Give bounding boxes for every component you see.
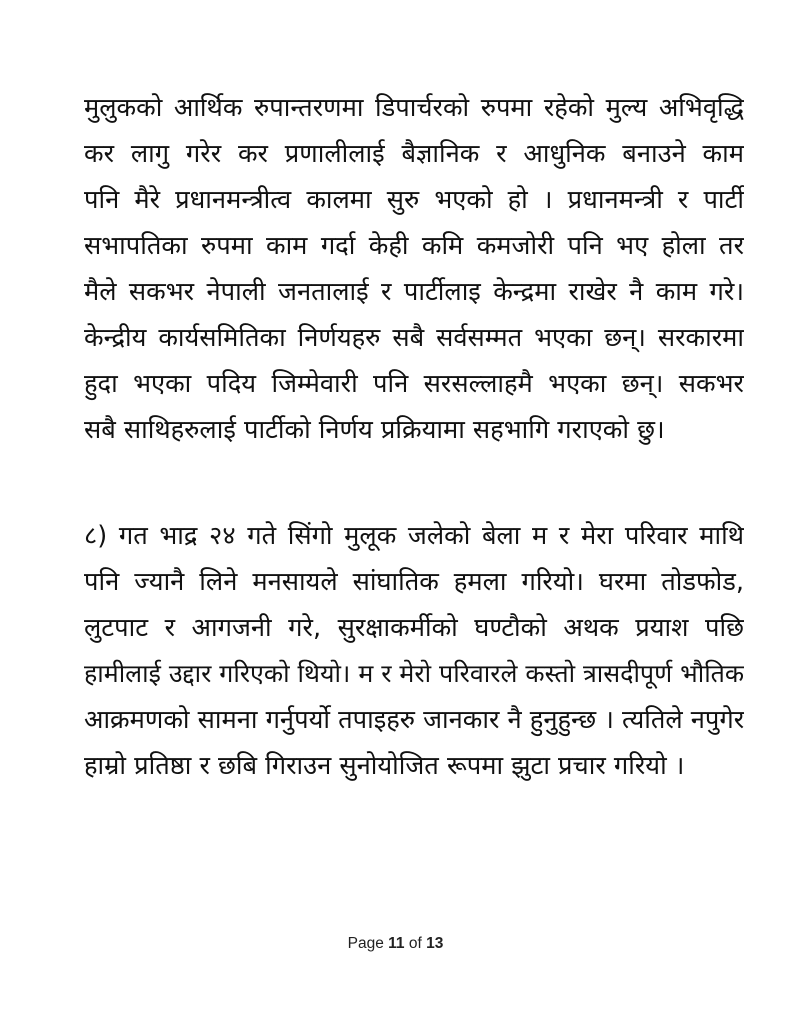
of-label: of: [408, 935, 422, 952]
paragraph-line: केन्द्रीय कार्यसमितिका निर्णयहरु सबै सर्वसम्मत भएका छन्। सरकारमा: [84, 323, 744, 353]
paragraph-1: [84, 85, 744, 453]
paragraph-line: हामीलाई उद्दार गरिएको थियो। म र मेरो परिवारले कस्तो त्रासदीपूर्ण भौतिक: [84, 659, 744, 688]
page-label: Page: [347, 935, 384, 952]
paragraph-line: मुलुकको आर्थिक रुपान्तरणमा डिपार्चरको रुपमा रहेको मुल्य अभिवृद्धि: [84, 93, 744, 123]
paragraph-line: हाम्रो प्रतिष्ठा र छबि गिराउन सुनोयोजित रूपमा झुटा प्रचार गरियो ।: [84, 751, 685, 781]
paragraph-line: लुटपाट र आगजनी गरे, सुरक्षाकर्मीको घण्टौको अथक प्रयाश पछि: [84, 613, 744, 643]
paragraph-2: [84, 513, 744, 789]
paragraph-line: हुदा भएका पदिय जिम्मेवारी पनि सरसल्लाहमै भएका छन्। सकभर: [84, 369, 744, 399]
paragraph-line: पनि ज्यानै लिने मनसायले सांघातिक हमला गरियो। घरमा तोडफोड,: [84, 567, 744, 597]
paragraph-line: ८) गत भाद्र २४ गते सिंगो मुलूक जलेको बेला म र मेरा परिवार माथि: [84, 521, 744, 551]
paragraph-line: सभापतिका रुपमा काम गर्दा केही कमि कमजोरी पनि भए होला तर: [84, 231, 744, 261]
total-pages-number: 13: [426, 935, 444, 952]
paragraph-line: पनि मैरे प्रधानमन्त्रीत्व कालमा सुरु भएको हो । प्रधानमन्त्री र पार्टी: [84, 185, 744, 215]
page-footer: [0, 935, 791, 953]
paragraph-line: सबै साथिहरुलाई पार्टीको निर्णय प्रक्रियामा सहभागि गराएको छु।: [84, 415, 665, 445]
paragraph-line: मैले सकभर नेपाली जनतालाई र पार्टीलाइ केन्द्रमा राखेर नै काम गरे।: [84, 277, 744, 307]
paragraph-line: कर लागु गरेर कर प्रणालीलाई बैज्ञानिक र आधुनिक बनाउने काम: [84, 139, 744, 169]
current-page-number: 11: [388, 935, 405, 952]
paragraph-line: आक्रमणको सामना गर्नुपर्यो तपाइहरु जानकार नै हुनुहुन्छ । त्यतिले नपुगेर: [84, 705, 744, 735]
